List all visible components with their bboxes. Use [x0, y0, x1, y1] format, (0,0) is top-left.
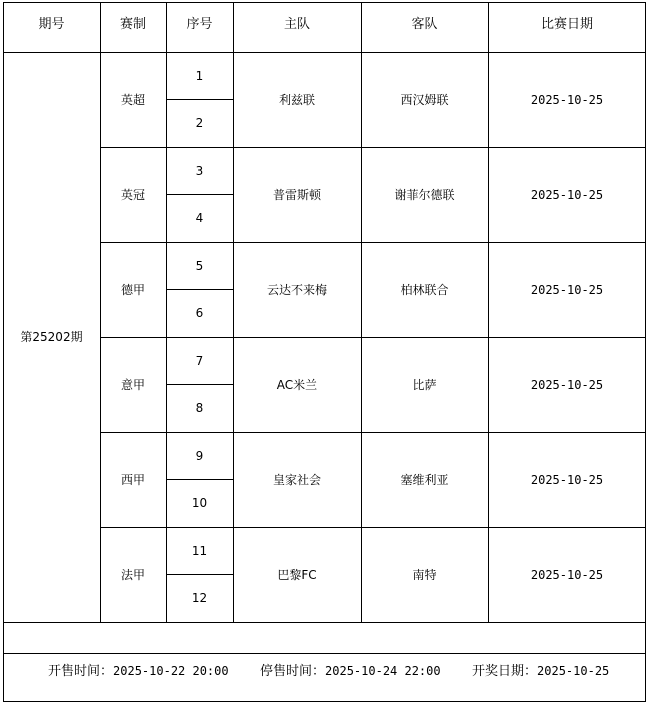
footer-sale-start — [48, 660, 229, 679]
home-team-cell: 皇家社会 — [272, 473, 321, 487]
match-date-cell: 2025-10-25 — [530, 92, 604, 107]
away-team-cell: 西汉姆联 — [400, 93, 449, 107]
sale-start-label: 开售时间： — [48, 664, 114, 679]
away-team-cell: 比萨 — [412, 378, 437, 392]
seq-cell: 11 — [191, 543, 208, 558]
grid-hline — [3, 622, 646, 623]
league-cell: 英冠 — [120, 188, 145, 202]
header-date: 比赛日期 — [540, 16, 593, 32]
header-period: 期号 — [38, 16, 65, 32]
period-cell: 第25202期 — [20, 329, 83, 344]
match-date-cell: 2025-10-25 — [530, 282, 604, 297]
header-away: 客队 — [411, 16, 438, 32]
away-team-cell: 谢菲尔德联 — [394, 188, 455, 202]
league-cell: 英超 — [120, 93, 145, 107]
footer-draw-date — [472, 660, 609, 679]
home-team-cell: AC米兰 — [276, 378, 318, 392]
seq-cell: 1 — [195, 68, 204, 83]
seq-cell: 5 — [195, 258, 204, 273]
seq-cell: 12 — [191, 591, 208, 605]
seq-cell: 8 — [195, 401, 204, 415]
away-team-cell: 柏林联合 — [400, 283, 449, 297]
seq-cell: 6 — [195, 306, 204, 320]
seq-cell: 10 — [191, 496, 208, 510]
sale-end-value: 2025-10-24 22:00 — [325, 664, 441, 678]
seq-cell: 7 — [195, 353, 204, 368]
league-cell: 法甲 — [120, 568, 145, 582]
seq-cell: 9 — [195, 448, 204, 463]
match-date-cell: 2025-10-25 — [530, 187, 604, 202]
header-home: 主队 — [283, 16, 310, 32]
footer-sale-end — [260, 660, 441, 679]
sale-start-value: 2025-10-22 20:00 — [113, 664, 229, 678]
home-team-cell: 云达不来梅 — [266, 283, 327, 297]
draw-date-label: 开奖日期： — [472, 664, 538, 679]
home-team-cell: 巴黎FC — [277, 568, 317, 582]
sale-end-label: 停售时间： — [260, 664, 326, 679]
away-team-cell: 南特 — [412, 568, 437, 582]
grid-hline — [3, 653, 646, 654]
home-team-cell: 普雷斯顿 — [272, 188, 321, 202]
header-seq: 序号 — [186, 16, 213, 32]
match-date-cell: 2025-10-25 — [530, 472, 604, 487]
seq-cell: 4 — [195, 211, 204, 225]
seq-cell: 3 — [195, 163, 204, 178]
draw-date-value: 2025-10-25 — [537, 664, 610, 678]
league-cell: 德甲 — [120, 283, 145, 297]
header-league: 赛制 — [119, 16, 146, 32]
league-cell: 西甲 — [120, 473, 145, 487]
away-team-cell: 塞维利亚 — [400, 473, 449, 487]
home-team-cell: 利兹联 — [278, 93, 315, 107]
match-date-cell: 2025-10-25 — [530, 567, 604, 582]
league-cell: 意甲 — [120, 378, 145, 392]
match-date-cell: 2025-10-25 — [530, 377, 604, 392]
seq-cell: 2 — [195, 116, 204, 130]
